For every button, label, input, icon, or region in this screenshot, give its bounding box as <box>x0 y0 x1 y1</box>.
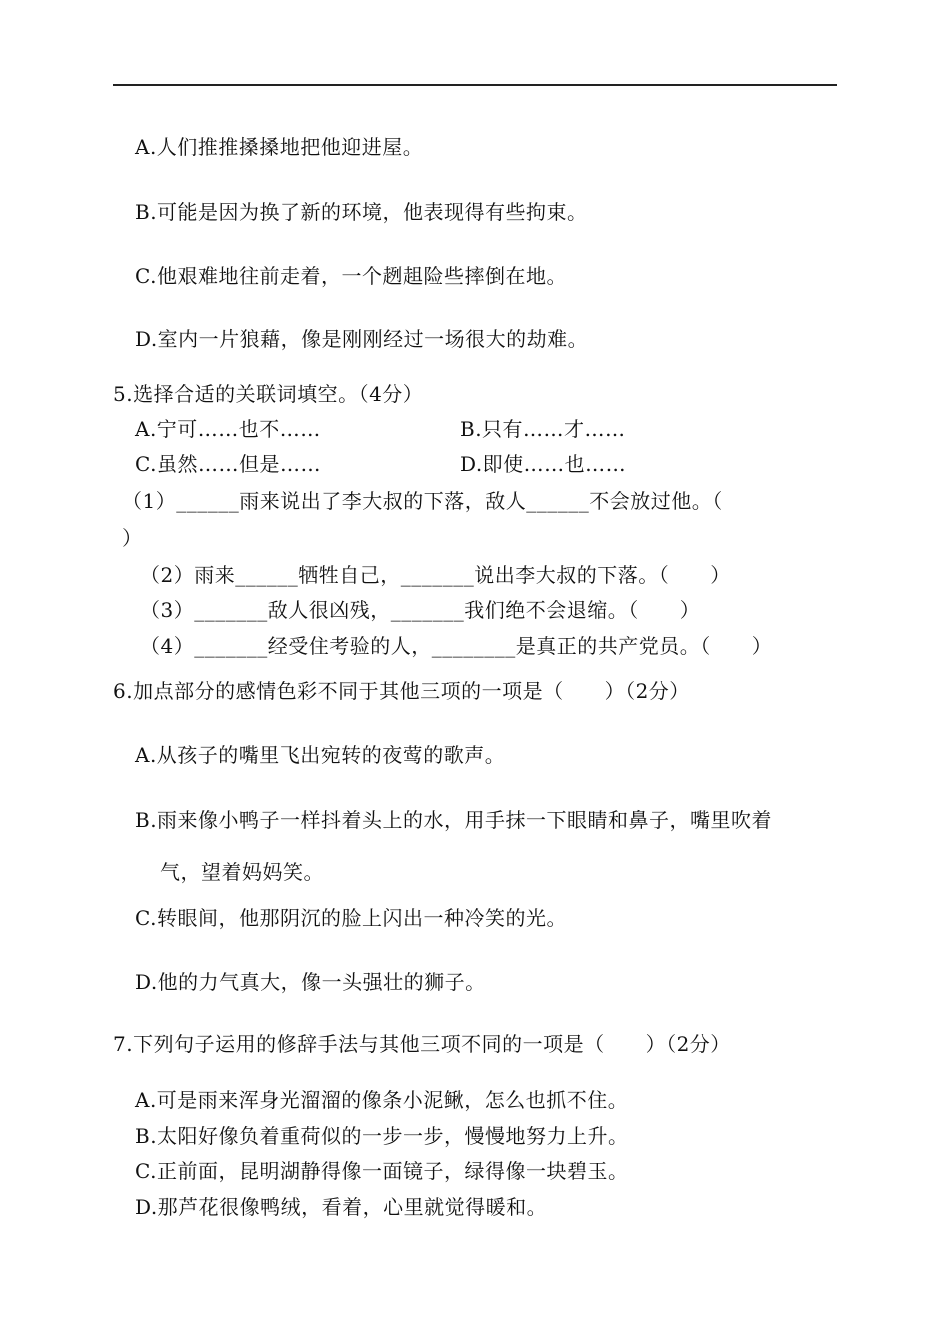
q6-option-d: D.他的力气真大，像一头强壮的狮子。 <box>135 970 486 994</box>
q4-option-a: A.人们推推搡搡地把他迎进屋。 <box>135 135 424 159</box>
q7-option-b: B.太阳好像负着重荷似的一步一步，慢慢地努力上升。 <box>135 1124 629 1148</box>
q5-option-c: C.虽然……但是…… <box>135 452 321 476</box>
q4-option-c: C.他艰难地往前走着，一个趔趄险些摔倒在地。 <box>135 264 567 288</box>
q5-item-4: （4）_______经受住考验的人，________是真正的共产党员。（ ） <box>140 634 773 658</box>
q6-option-c: C.转眼间，他那阴沉的脸上闪出一种冷笑的光。 <box>135 906 567 930</box>
header-rule <box>113 84 837 86</box>
q7-option-c: C.正前面，昆明湖静得像一面镜子，绿得像一块碧玉。 <box>135 1159 629 1183</box>
q5-item-3: （3）_______敌人很凶残，_______我们绝不会退缩。（ ） <box>140 598 701 622</box>
q6-option-b: B.雨来像小鸭子一样抖着头上的水，用手抹一下眼睛和鼻子，嘴里吹着 <box>135 808 773 832</box>
q7-stem: 7.下列句子运用的修辞手法与其他三项不同的一项是（ ）（2分） <box>113 1032 731 1056</box>
q5-item-1: （1）______雨来说出了李大叔的下落，敌人______不会放过他。（ <box>122 489 723 513</box>
q5-option-d: D.即使……也…… <box>460 452 627 476</box>
q7-option-d: D.那芦花很像鸭绒，看着，心里就觉得暖和。 <box>135 1195 548 1219</box>
q5-stem: 5.选择合适的关联词填空。（4分） <box>113 382 424 406</box>
q6-stem: 6.加点部分的感情色彩不同于其他三项的一项是（ ）（2分） <box>113 679 690 703</box>
q5-item-2: （2）雨来______牺牲自己，_______说出李大叔的下落。（ ） <box>140 563 731 587</box>
q5-option-a: A.宁可……也不…… <box>135 417 321 441</box>
q4-option-d: D.室内一片狼藉，像是刚刚经过一场很大的劫难。 <box>135 327 589 351</box>
q7-option-a: A.可是雨来浑身光溜溜的像条小泥鳅，怎么也抓不住。 <box>135 1088 629 1112</box>
q5-option-b: B.只有……才…… <box>460 417 626 441</box>
q6-option-b-wrap: 气，望着妈妈笑。 <box>160 860 324 884</box>
q5-item-1-wrap: ） <box>122 526 143 550</box>
q6-option-a: A.从孩子的嘴里飞出宛转的夜莺的歌声。 <box>135 743 506 767</box>
q4-option-b: B.可能是因为换了新的环境，他表现得有些拘束。 <box>135 200 588 224</box>
